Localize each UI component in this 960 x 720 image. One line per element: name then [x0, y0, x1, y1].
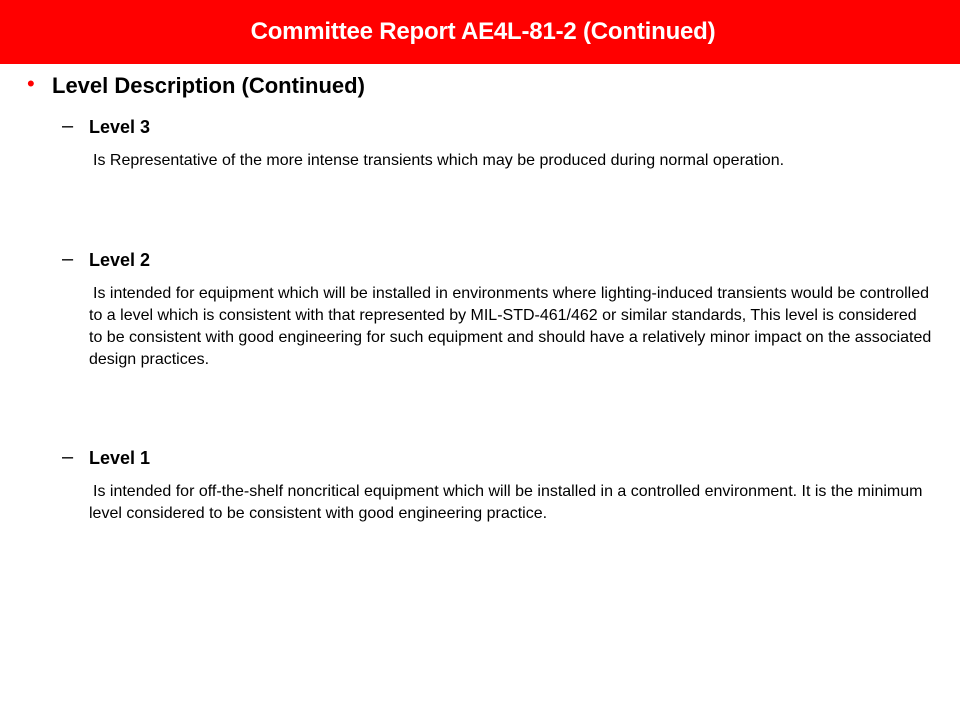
bullet-icon: • [27, 71, 35, 96]
level-2-title: Level 2 [89, 250, 151, 270]
level-1-description: Is intended for off-the-shelf noncritical equipment which will be installed in a controlled environment. It is the minimum level considered to be consistent with good engineering practice. [89, 483, 923, 522]
title-bar [0, 0, 960, 64]
level-3-title: Level 3 [89, 117, 151, 137]
slide-title: Committee Report AE4L-81-2 (Continued) [250, 18, 716, 45]
dash-icon: – [62, 248, 74, 270]
level-3-description: Is Representative of the more intense transients which may be produced during normal operation. [93, 152, 785, 169]
section-heading: Level Description (Continued) [52, 73, 365, 98]
dash-icon: – [62, 446, 74, 468]
level-2-description: Is intended for equipment which will be installed in environments where lighting-induced transients would be controlled to a level which is consistent with that represented by MIL-STD-461/462 or similar standards, This level is considered to be consistent with good engineering for such equipment and should have a relatively minor impact on the associated design practices. [89, 285, 932, 368]
dash-icon: – [62, 115, 74, 137]
level-1-title: Level 1 [89, 448, 151, 468]
